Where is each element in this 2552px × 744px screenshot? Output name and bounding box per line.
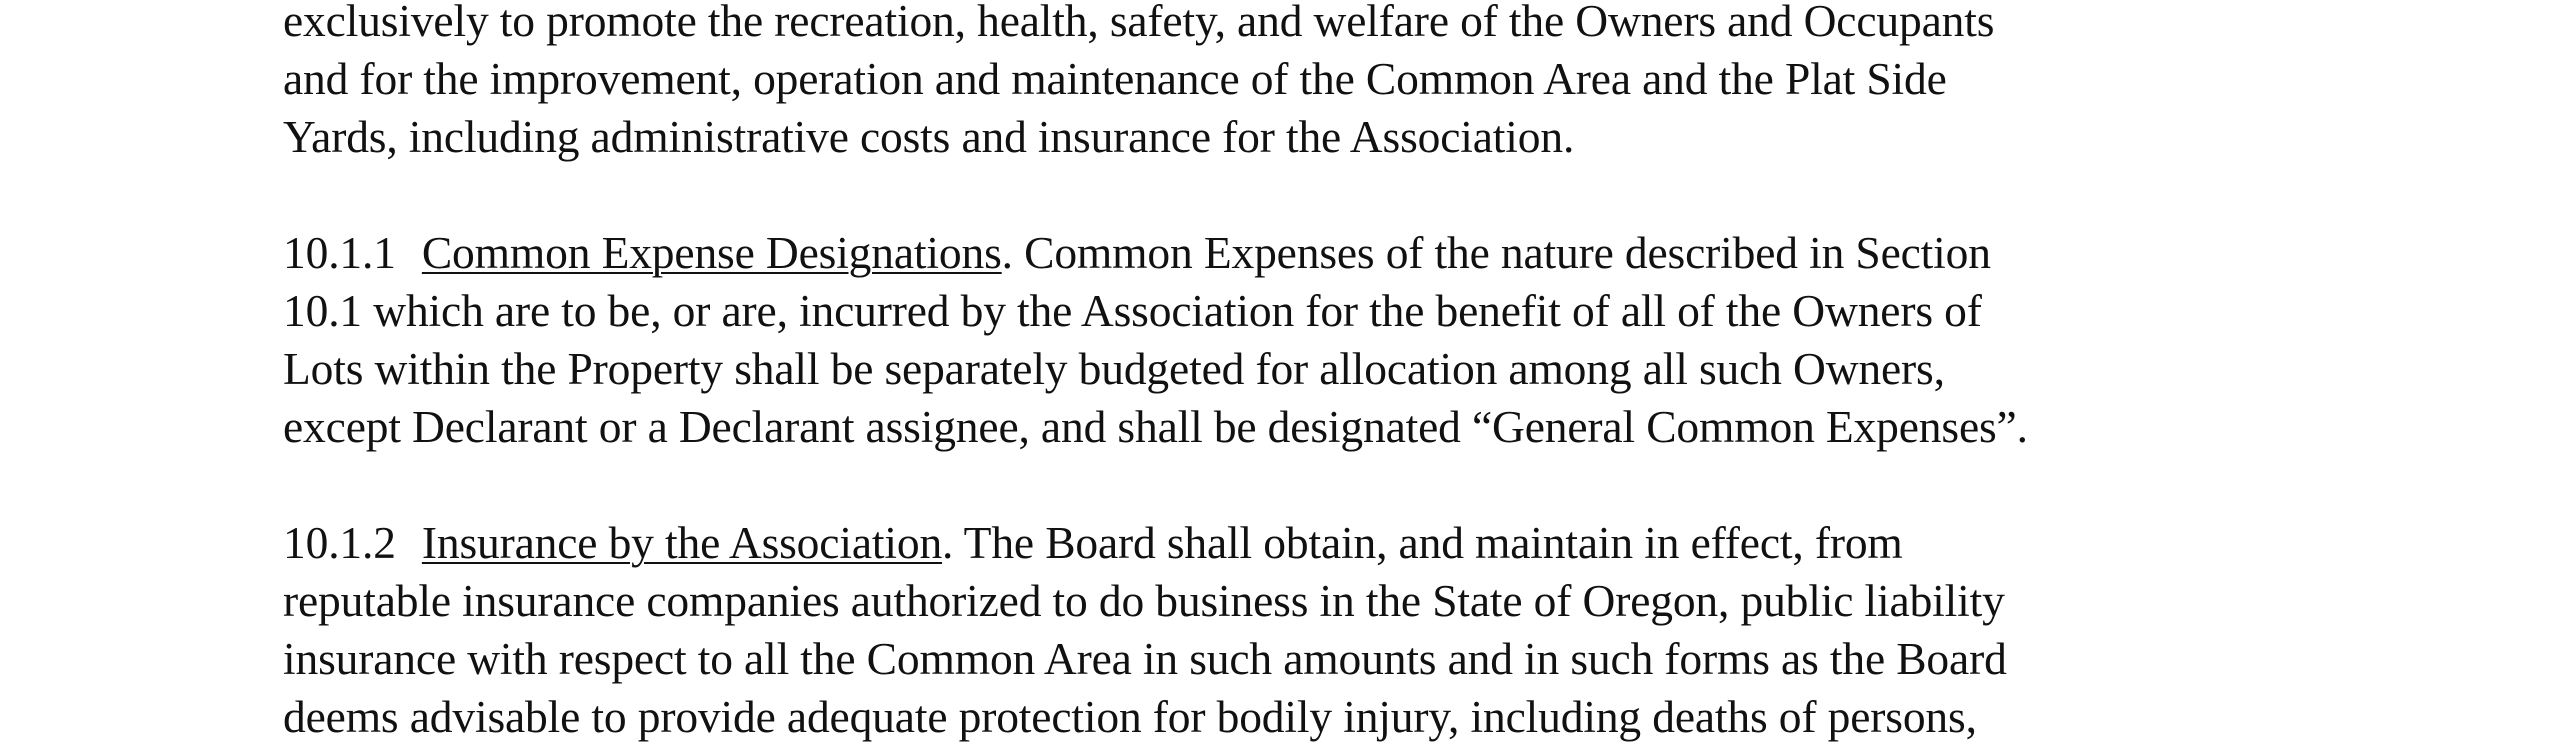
- section-10-1-1-title: Common Expense Designations: [421, 227, 1002, 278]
- section-10-1-2-line-2: reputable insurance companies authorized to do business in the State of Oregon, public liability: [283, 575, 2005, 626]
- section-10-1-2-number: 10.1.2: [283, 517, 396, 568]
- section-10-1-1-first-line: [283, 224, 2483, 282]
- section-10-1-1-line-3: Lots within the Property shall be separately budgeted for allocation among all such Owners,: [283, 343, 1945, 394]
- paragraph-gap-1: [283, 166, 2483, 224]
- section-10-1-1-first-line-text: . Common Expenses of the nature described in Section: [1001, 227, 1991, 278]
- intro-line-3: Yards, including administrative costs and insurance for the Association.: [283, 111, 1575, 162]
- section-10-1-1-line-4: except Declarant or a Declarant assignee, and shall be designated “General Common Expenses”.: [283, 401, 2028, 452]
- section-10-1-2-line-4: deems advisable to provide adequate protection for bodily injury, including deaths of persons,: [283, 691, 1977, 742]
- section-10-1-1-number: 10.1.1: [283, 227, 396, 278]
- section-10-1-2-line-3: insurance with respect to all the Common Area in such amounts and in such forms as the Board: [283, 633, 2007, 684]
- section-10-1-2-first-line: [283, 514, 2483, 572]
- document-text: [283, 0, 2483, 744]
- paragraph-gap-2: [283, 456, 2483, 514]
- intro-line-2: and for the improvement, operation and maintenance of the Common Area and the Plat Side: [283, 53, 1947, 104]
- intro-line-1: exclusively to promote the recreation, health, safety, and welfare of the Owners and Occupants: [283, 0, 1995, 46]
- section-10-1-1-line-2: 10.1 which are to be, or are, incurred by the Association for the benefit of all of the Owners of: [283, 285, 1982, 336]
- section-10-1-2-title: Insurance by the Association: [421, 517, 943, 568]
- section-10-1-2-first-line-text: . The Board shall obtain, and maintain in effect, from: [942, 517, 1903, 568]
